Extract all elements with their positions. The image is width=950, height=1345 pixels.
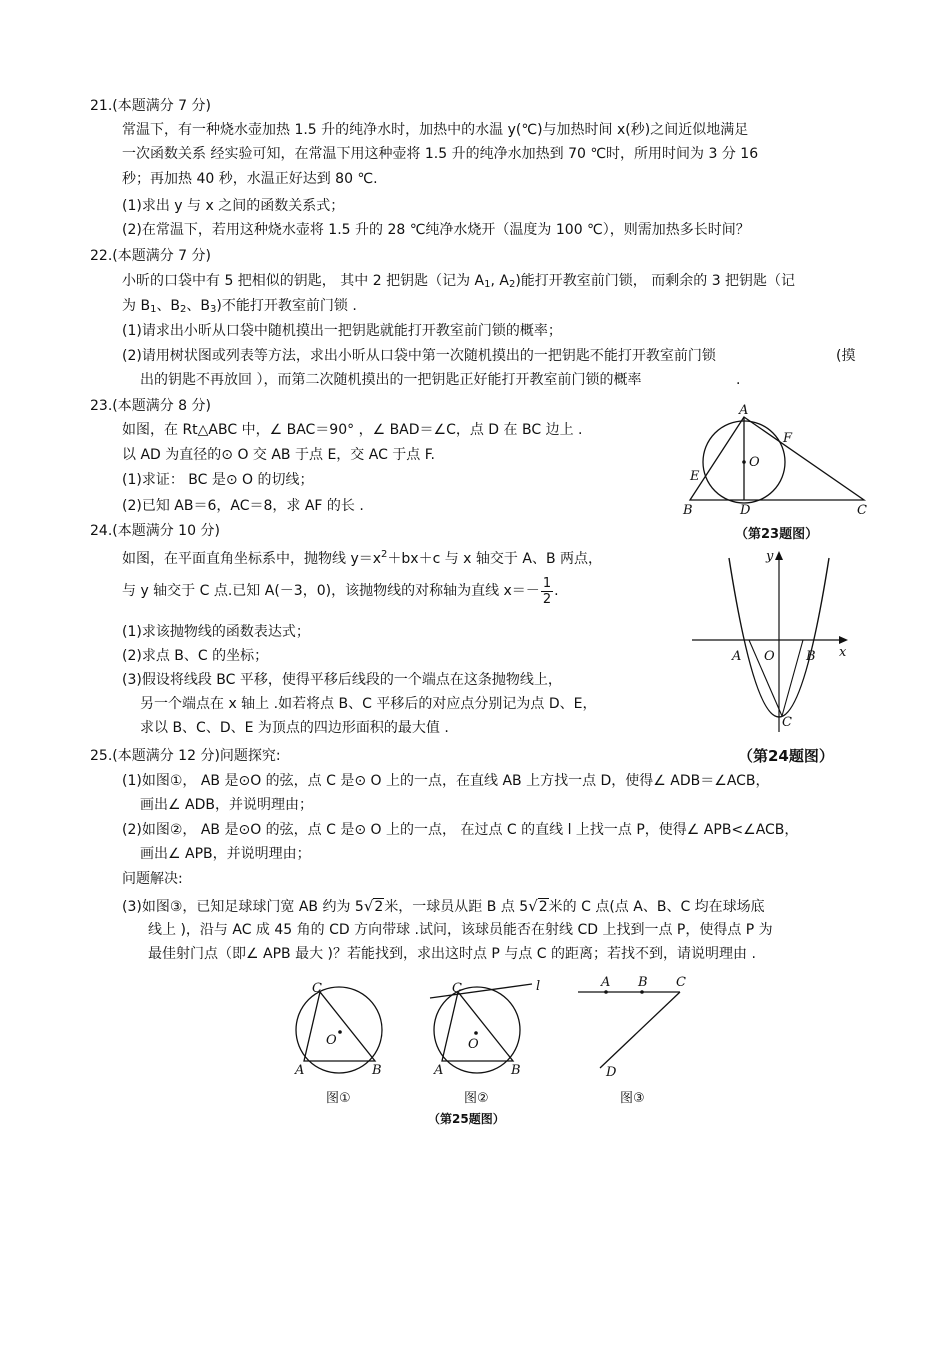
q25-p3c: 米的 C 点(点 A、B、C 均在球场底 (548, 899, 765, 915)
q24-frac-num: 1 (542, 575, 552, 591)
q24-label-y: y (766, 549, 774, 564)
q25-fig1-label-o: O (326, 1033, 337, 1048)
q22-l1a: 小昕的口袋中有 5 把相似的钥匙， 其中 2 把钥匙（记为 A (122, 273, 485, 289)
q24-part-1: (1)求该抛物线的函数表达式； (122, 624, 310, 640)
q24-figure (686, 546, 856, 738)
q24-l2a: 与 y 轴交于 C 点.已知 A(－3，0)，该抛物线的对称轴为直线 x＝－ (122, 583, 540, 599)
q22-part-2-cont: 出的钥匙不再放回 ），而第二次随机摸出的一把钥匙正好能打开教室前门锁的概率 (140, 372, 642, 388)
q25-radicand-2: 2 (538, 899, 548, 915)
q25-fig1-triangle (304, 992, 375, 1061)
q22-l1c: )能打开教室前门锁， 而剩余的 3 把钥匙（记 (515, 273, 796, 289)
q21-text-line-3: 秒；再加热 40 秒，水温正好达到 80 ℃. (122, 171, 378, 187)
q22-sub-5: 3 (210, 304, 217, 315)
sqrt-icon: √ (363, 897, 374, 915)
q22-l2a: 为 B (122, 298, 151, 314)
q21-text-line-1: 常温下，有一种烧水壶加热 1.5 升的纯净水时，加热中的水温 y(℃)与加热时间 x(秒)之间近似地满足 (122, 122, 749, 138)
q25-part-3-cont-2: 最佳射门点（即∠ APB 最大 )？若能找到，求出这时点 P 与点 C 的距离；若找不到，请说明理由 . (148, 946, 756, 962)
q22-part-2: (2)请用树状图或列表等方法，求出小昕从口袋中第一次随机摸出的一把钥匙不能打开教室前门锁 (122, 348, 716, 364)
q25-fig3-ray-cd (600, 992, 680, 1068)
q22-sub-2: 2 (508, 279, 516, 290)
q25-fig1-circle (296, 987, 382, 1073)
q25-fig3-point-b (640, 990, 644, 994)
q21-part-1: (1)求出 y 与 x 之间的函数关系式； (122, 198, 345, 214)
q22-text-line-2 (122, 296, 357, 320)
q25-fig3-label-b: B (638, 975, 648, 990)
q25-fig1-label-b: B (372, 1063, 382, 1078)
q22-part-1: (1)请求出小昕从口袋中随机摸出一把钥匙就能打开教室前门锁的概率； (122, 323, 562, 339)
q25-fig3-label-c: C (676, 975, 686, 990)
q25-fig3-label-d: D (606, 1065, 617, 1080)
q23-part-2: (2)已知 AB＝6，AC＝8，求 AF 的长 . (122, 498, 364, 514)
q25-figure-2 (428, 980, 548, 1080)
q24-fraction (541, 576, 553, 607)
q25-fig2-center (474, 1031, 478, 1035)
q22-l2c: 、B (186, 298, 211, 314)
q25-part-2-cont: 画出∠ APB，并说明理由； (140, 846, 311, 862)
q24-label-a: A (732, 649, 742, 664)
q23-label-d: D (740, 503, 751, 518)
q23-center-dot (742, 460, 746, 464)
sqrt-icon: √ (528, 897, 538, 915)
q24-label-o: O (764, 649, 775, 664)
q24-x-arrow (839, 636, 848, 644)
q24-heading: 24.(本题满分 10 分) (90, 523, 220, 539)
q22-part-2-end: . (736, 372, 741, 388)
q25-fig2-circle (434, 987, 520, 1073)
q25-figure-3 (570, 972, 700, 1082)
q25-part-1: (1)如图①， AB 是⊙O 的弦，点 C 是⊙ O 上的一点，在直线 AB 上方找一点 D，使得∠ ADB＝∠ACB， (122, 773, 770, 789)
q25-fig3-label-a: A (601, 975, 611, 990)
q25-fig1-caption: 图① (326, 1091, 351, 1106)
q25-fig2-label-c: C (452, 981, 462, 996)
q24-part-2: (2)求点 B、C 的坐标； (122, 648, 269, 664)
q24-text-line-1 (122, 545, 602, 569)
q21-part-2: (2)在常温下，若用这种烧水壶将 1.5 升的 28 ℃纯净水烧开（温度为 100 ℃），则需加热多长时间？ (122, 222, 750, 238)
q23-triangle-abc (690, 417, 864, 500)
q23-text-line-1: 如图，在 Rt△ABC 中，∠ BAC＝90° ，∠ BAD＝∠C，点 D 在 BC 边上 . (122, 422, 583, 438)
q25-figure-1 (290, 980, 390, 1080)
q23-figure (676, 400, 876, 525)
q24-frac-den: 2 (542, 591, 552, 607)
q25-heading: 25.(本题满分 12 分)问题探究: (90, 748, 281, 764)
q24-l1a: 如图，在平面直角坐标系中，抛物线 y＝x (122, 551, 382, 567)
q25-fig3-point-a (604, 990, 608, 994)
q23-label-c: C (857, 503, 867, 518)
q25-caption: （第25题图） (428, 1112, 505, 1126)
q23-caption: （第23题图） (735, 527, 819, 542)
q25-part-3 (122, 896, 765, 917)
q23-heading: 23.(本题满分 8 分) (90, 398, 211, 414)
q24-l2b: . (554, 583, 559, 599)
q23-label-a: A (739, 403, 749, 418)
q24-label-x: x (839, 645, 847, 660)
q24-sup: 2 (381, 549, 388, 560)
q23-part-1: (1)求证： BC 是⊙ O 的切线； (122, 472, 314, 488)
q24-y-arrow (775, 551, 783, 560)
q22-heading: 22.(本题满分 7 分) (90, 248, 211, 264)
q23-label-f: F (783, 431, 793, 446)
q24-part-3: (3)假设将线段 BC 平移，使得平移后线段的一个端点在这条抛物线上， (122, 672, 562, 688)
q22-part-2-tail: (摸 (836, 348, 856, 364)
q21-text-line-2: 一次函数关系 经实验可知，在常温下用这种壶将 1.5 升的纯净水加热到 70 ℃时，所用时间为 3 分 16 (122, 146, 759, 162)
q25-fig2-label-l: l (536, 980, 541, 994)
q25-part-2: (2)如图②， AB 是⊙O 的弦，点 C 是⊙ O 上的一点， 在过点 C 的直线 l 上找一点 P，使得∠ APB<∠ACB， (122, 822, 799, 838)
q24-part-3-cont-1: 另一个端点在 x 轴上 .如若将点 B、C 平移后的对应点分别记为点 D、E， (140, 696, 597, 712)
q22-sub-3: 1 (150, 304, 157, 315)
q24-label-b: B (806, 649, 816, 664)
q21-heading: 21.(本题满分 7 分) (90, 98, 211, 114)
q25-fig1-center (338, 1030, 342, 1034)
q25-fig2-label-o: O (468, 1037, 479, 1052)
q25-fig3-caption: 图③ (620, 1091, 645, 1106)
q25-radicand-1: 2 (374, 899, 384, 915)
q24-text-line-2 (122, 574, 559, 608)
q25-fig1-label-c: C (312, 981, 322, 996)
q25-part-1-cont: 画出∠ ADB，并说明理由； (140, 797, 313, 813)
q25-fig2-label-b: B (511, 1063, 521, 1078)
q24-caption: （第24题图） (738, 747, 834, 765)
q24-label-c: C (782, 715, 792, 730)
q22-l2d: )不能打开教室前门锁 . (216, 298, 357, 314)
q23-text-line-2: 以 AD 为直径的⊙ O 交 AB 于点 E，交 AC 于点 F. (122, 447, 435, 463)
q25-fig2-line-l (430, 984, 532, 998)
q25-p3a: (3)如图③，已知足球球门宽 AB 约为 5 (122, 899, 364, 915)
q25-fig2-label-a: A (434, 1063, 444, 1078)
q25-fig1-label-a: A (295, 1063, 305, 1078)
q25-fig2-caption: 图② (464, 1091, 489, 1106)
q22-text-line-1 (122, 271, 795, 295)
q23-label-o: O (749, 455, 760, 470)
q25-solve-heading: 问题解决: (122, 871, 183, 887)
q23-label-b: B (683, 503, 693, 518)
q22-l1b: , A (490, 273, 509, 289)
q22-sub-4: 2 (180, 304, 187, 315)
q24-l1b: ＋bx＋c 与 x 轴交于 A、B 两点， (387, 551, 602, 567)
q22-sub-1: 1 (484, 279, 491, 290)
q24-part-3-cont-2: 求以 B、C、D、E 为顶点的四边形面积的最大值 . (140, 720, 449, 736)
q23-label-e: E (690, 469, 700, 484)
q22-l2b: 、B (156, 298, 181, 314)
q25-p3b: 米，一球员从距 B 点 5 (384, 899, 529, 915)
q25-part-3-cont-1: 线上 )，沿与 AC 成 45 角的 CD 方向带球 .试问，该球员能否在射线 CD 上找到一点 P，使得点 P 为 (148, 922, 773, 938)
